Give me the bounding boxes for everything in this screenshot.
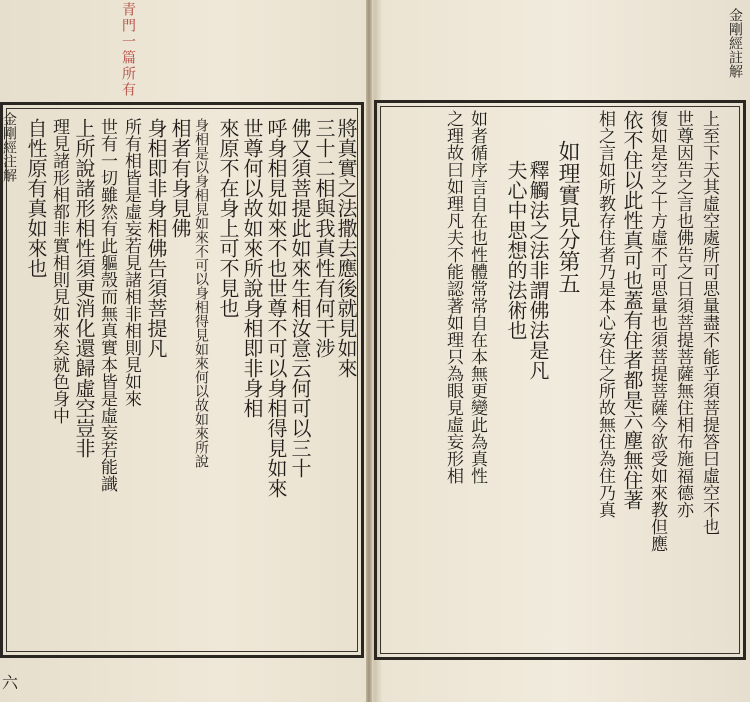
right-column-3: 復如是空之十方虛不可思量也須菩提菩薩今欲受如來教但應: [647, 110, 667, 552]
red-annotation: 青門一篇所有: [120, 2, 136, 98]
right-column-9: 如者循序言自在也性體常常自在本無更變此為真性: [467, 110, 487, 484]
left-column-3: 佛又須菩提此如來生相汝意云何可以三十: [288, 118, 312, 478]
left-column-13: 理見諸形相都非實相則見如來矣就色身中: [49, 118, 69, 424]
right-column-10: 之理故曰如理凡夫不能認著如理只為眼見虛妄形相: [443, 110, 463, 484]
left-column-1: 將真實之法撒去應後就見如來: [334, 118, 358, 378]
left-page-number: 六: [2, 673, 19, 692]
left-column-10: 所有相皆是虛妄若見諸相非相則見如來: [121, 118, 141, 407]
left-column-14: 自性原有真如來也: [24, 118, 48, 278]
left-column-11: 世有一切雖然有此軀殼而無真實本皆是虛妄若能識: [97, 118, 117, 492]
right-margin-title: 金剛經註解: [727, 8, 743, 78]
left-margin-title: 金剛經注解: [1, 112, 17, 182]
right-column-1: 上至下天其虛空處所可思量盡不能乎須菩提答曰虛空不也: [699, 110, 719, 535]
right-column-8: 夫心中思想的法術也: [504, 160, 528, 340]
left-column-2: 三十二相與我真性有何干涉: [312, 118, 336, 358]
left-column-4: 呼身相見如來不也世尊不可以身相得見如來: [264, 118, 288, 498]
left-column-9: 身相即非身相佛告須菩提凡: [144, 118, 168, 358]
left-column-8: 相者有身見佛: [168, 118, 192, 238]
left-column-5: 世尊何以故如來所說身相即非身相: [240, 118, 264, 418]
right-column-7: 釋觸法之法非謂佛法是凡: [526, 160, 550, 380]
right-column-5: 相之言如所教存住者乃是本心安住之所故無住為住乃真: [595, 110, 615, 518]
left-column-12: 上所說諸形相性須更消化還歸虛空豈非: [72, 118, 96, 458]
left-column-6: 來原不在身上可不見也: [216, 118, 240, 318]
left-column-7: 身相是以身相見如來不可以身相得見如來何以故如來所說: [193, 118, 209, 468]
right-column-6: 如理實見分第五: [555, 140, 580, 294]
right-column-4: 依不住以此性真可也蓋有住者都是六塵無住著: [620, 110, 644, 510]
right-column-2: 世尊因告之言也佛告之日須菩提菩薩無住相布施福德亦: [673, 110, 693, 518]
book-gutter: [366, 0, 372, 702]
